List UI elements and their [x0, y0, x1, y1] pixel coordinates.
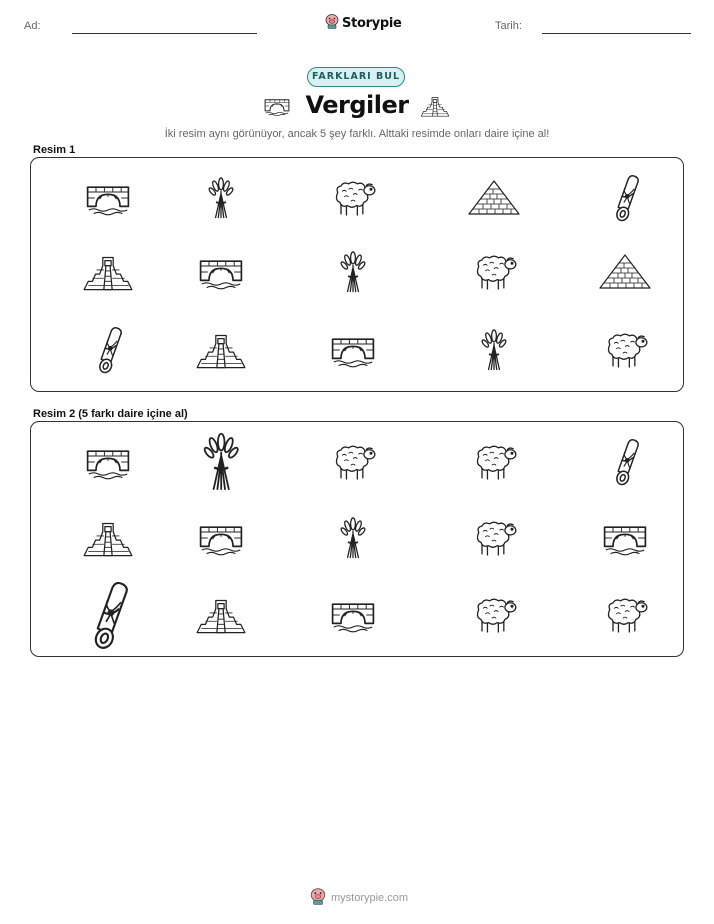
bridge-icon [263, 95, 291, 121]
sheep-icon[interactable] [470, 518, 518, 558]
bridge-icon [329, 332, 377, 368]
bridge-icon [84, 180, 132, 216]
sheep-icon[interactable] [329, 442, 377, 482]
sheep-icon[interactable] [601, 595, 649, 635]
wheat-icon[interactable] [203, 431, 239, 493]
pig-logo-icon [310, 887, 326, 909]
scroll-icon [91, 325, 125, 375]
step-pyramid-icon[interactable] [194, 594, 248, 636]
pyramid-icon [597, 252, 653, 292]
scroll-icon[interactable] [608, 437, 642, 487]
step-pyramid-icon [81, 251, 135, 293]
pig-logo-icon [325, 13, 339, 33]
instructions: İki resim aynı görünüyor, ancak 5 şey farklı. Alttaki resimde onları daire içine al! [164, 128, 550, 140]
sheep-icon[interactable] [470, 595, 518, 635]
wheat-icon [481, 328, 507, 372]
bridge-icon[interactable] [601, 520, 649, 556]
step-pyramid-icon[interactable] [81, 517, 135, 559]
footer [310, 887, 408, 909]
footer-url[interactable]: mystorypie.com [331, 892, 409, 904]
bridge-icon[interactable] [84, 444, 132, 480]
sheep-icon [329, 178, 377, 218]
sheep-icon [470, 252, 518, 292]
picture1-label: Resim 1 [33, 144, 76, 156]
wheat-icon[interactable] [340, 516, 366, 560]
pyramid-icon [466, 178, 522, 218]
bridge-icon[interactable] [329, 597, 377, 633]
step-pyramid-icon [194, 329, 248, 371]
picture2-label: Resim 2 (5 farkı daire içine al) [33, 408, 188, 420]
wheat-icon [208, 176, 234, 220]
step-pyramid-icon [419, 94, 451, 122]
name-line[interactable] [72, 33, 257, 34]
brand-logo [325, 13, 402, 33]
name-label: Ad: [24, 20, 41, 32]
scroll-icon[interactable] [83, 579, 132, 652]
brand-name: Storypie [342, 15, 402, 31]
date-line[interactable] [542, 33, 691, 34]
sheep-icon [601, 330, 649, 370]
activity-badge: FARKLARI BUL [307, 67, 405, 87]
page-title: Vergiler [305, 91, 409, 119]
bridge-icon[interactable] [197, 520, 245, 556]
sheep-icon[interactable] [470, 442, 518, 482]
scroll-icon [608, 173, 642, 223]
date-label: Tarih: [495, 20, 522, 32]
bridge-icon [197, 254, 245, 290]
wheat-icon [340, 250, 366, 294]
